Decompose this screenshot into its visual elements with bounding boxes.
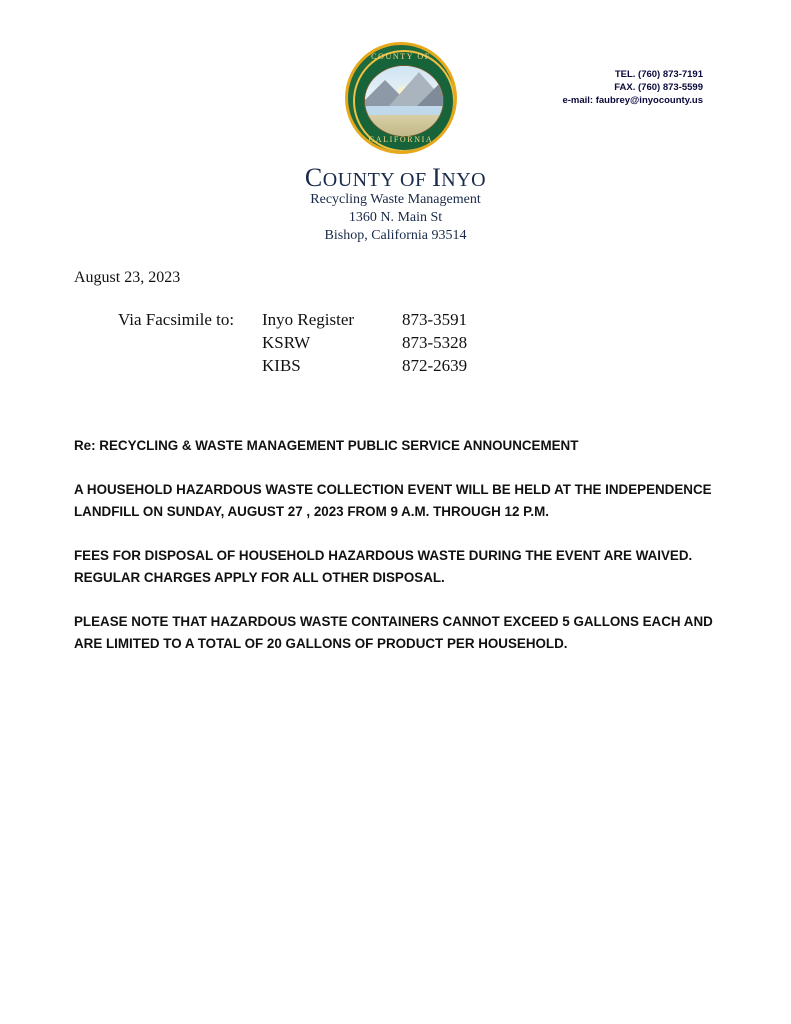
recipient-number: 872-2639 (402, 356, 468, 375)
body-paragraph-3: PLEASE NOTE THAT HAZARDOUS WASTE CONTAINERS CANNOT EXCEED 5 GALLONS EACH AND ARE LIMITED TO A TOTAL OF 20 GALLONS OF PRODUCT PER HOUSEHOLD. (74, 614, 713, 651)
recipient-name: Inyo Register (262, 310, 355, 329)
org-name-nyo: NYO (441, 169, 487, 191)
seal-landscape-icon (364, 65, 444, 137)
fax-row (118, 354, 512, 377)
organization-name (0, 163, 791, 193)
contact-block (562, 68, 703, 107)
org-name-ounty-of: OUNTY OF (322, 169, 433, 191)
body-paragraph-1: A HOUSEHOLD HAZARDOUS WASTE COLLECTION EVENT WILL BE HELD AT THE INDEPENDENCE LANDFILL ON SUNDAY, AUGUST 27 , 2023 FROM 9 A.M. THROUGH 12 P.M. (74, 482, 712, 519)
seal-text-bottom: CALIFORNIA (368, 135, 434, 144)
seal-text-top: COUNTY OF (371, 52, 431, 61)
contact-fax: FAX. (760) 873-5599 (614, 82, 703, 93)
spacer (118, 354, 262, 377)
city-state-zip: Bishop, California 93514 (324, 228, 467, 243)
org-name-i: I (432, 163, 442, 192)
fax-row (118, 331, 512, 354)
fax-row (118, 308, 512, 331)
letter-body (74, 435, 724, 655)
county-seal-icon (345, 42, 457, 154)
department-name: Recycling Waste Management (310, 192, 481, 207)
recipient-name: KSRW (262, 333, 311, 352)
via-facsimile-label: Via Facsimile to: (118, 310, 235, 329)
recipient-number: 873-5328 (402, 333, 468, 352)
spacer (118, 331, 262, 354)
letterhead (0, 0, 791, 250)
recipient-number: 873-3591 (402, 310, 468, 329)
contact-email: e-mail: faubrey@inyocounty.us (562, 95, 703, 106)
recipient-name: KIBS (262, 356, 301, 375)
contact-tel: TEL. (760) 873-7191 (614, 69, 703, 80)
body-paragraph-2: FEES FOR DISPOSAL OF HOUSEHOLD HAZARDOUS WASTE DURING THE EVENT ARE WAIVED. REGULAR CHARGES APPLY FOR ALL OTHER DISPOSAL. (74, 548, 693, 585)
organization-address (0, 191, 791, 245)
street-address: 1360 N. Main St (348, 210, 443, 225)
letter-date: August 23, 2023 (74, 269, 181, 286)
subject-line: Re: RECYCLING & WASTE MANAGEMENT PUBLIC SERVICE ANNOUNCEMENT (74, 438, 579, 453)
org-name-c: C (304, 163, 323, 192)
fax-recipient-list (118, 308, 512, 377)
